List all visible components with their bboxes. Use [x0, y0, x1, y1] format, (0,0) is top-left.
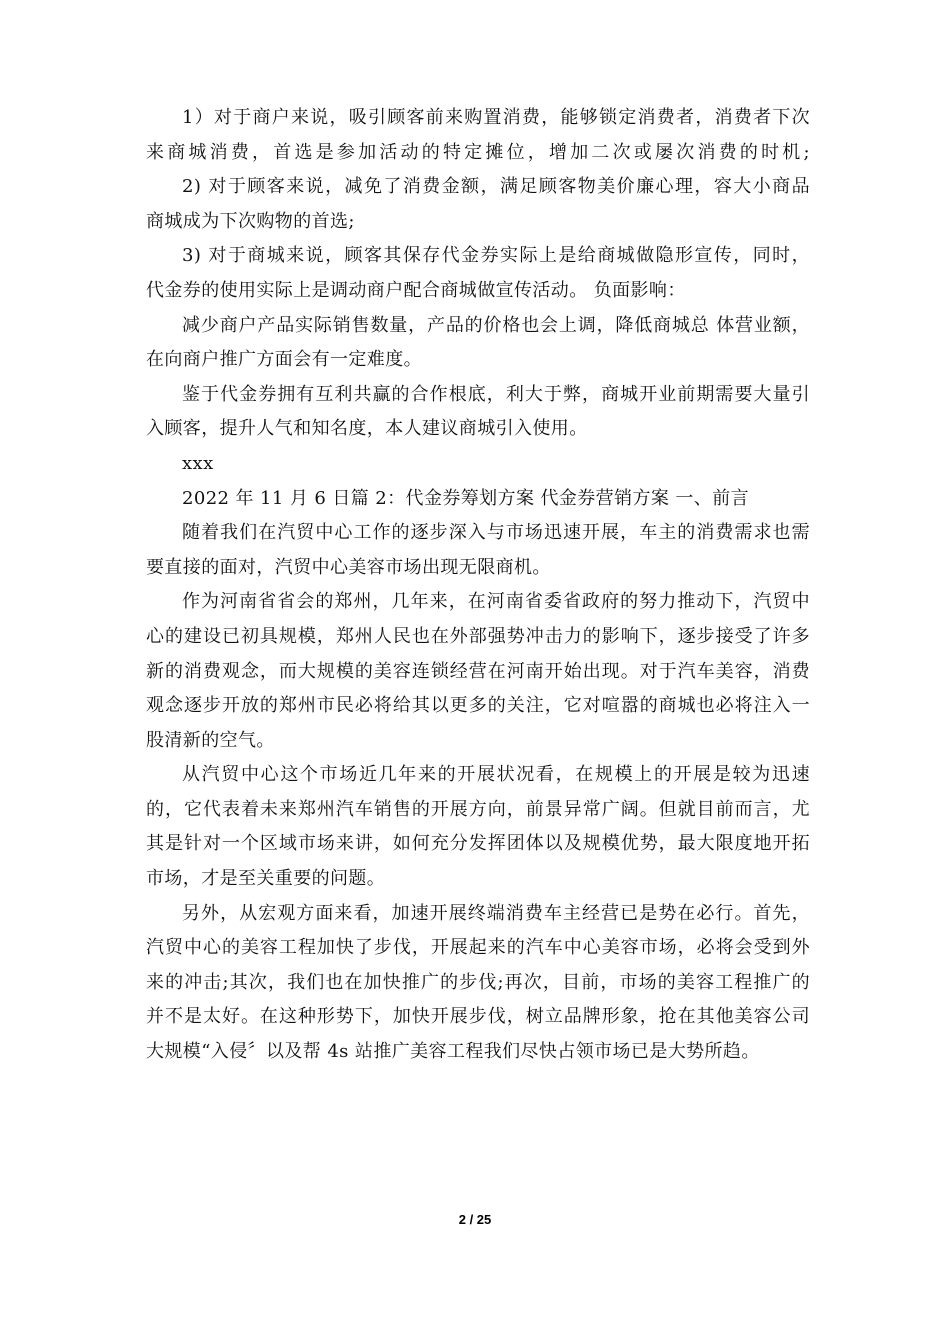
text-line: 另外，从宏观方面来看，加速开展终端消费车主经营已是势在必行。首先，	[182, 902, 810, 924]
text-line: 代金券的使用实际上是调动商户配合商城做宣传活动。 负面影响：	[146, 279, 686, 301]
text-line: 入顾客，提升人气和知名度，本人建议商城引入使用。	[146, 418, 588, 440]
text-line: 1）对于商户来说，吸引顾客前来购置消费，能够锁定消费者，消费者下次	[182, 107, 810, 128]
text-line: 鉴于代金券拥有互利共赢的合作根底，利大于弊，商城开业前期需要大量引	[182, 383, 810, 405]
text-line: 的，它代表着未来郑州汽车销售的开展方向，前景异常广阔。但就目前而言，尤	[146, 798, 810, 820]
text-line: 其是针对一个区域市场来讲，如何充分发挥团体以及规模优势，最大限度地开拓	[146, 833, 810, 855]
text-line: 汽贸中心的美容工程加快了步伐，开展起来的汽车中心美容市场，必将会受到外	[146, 937, 810, 959]
text-line: 要直接的面对，汽贸中心美容市场出现无限商机。	[146, 556, 551, 578]
text-line: 3) 对于商城来说，顾客其保存代金券实际上是给商城做隐形宣传，同时，	[182, 245, 810, 267]
text-line: 来的冲击;其次，我们也在加快推广的步伐;再次，目前，市场的美容工程推广的	[146, 971, 810, 993]
document-body	[146, 101, 810, 1070]
text-line: 减少商户产品实际销售数量，产品的价格也会上调，降低商城总 体营业额，	[182, 314, 810, 336]
text-line: 作为河南省省会的郑州，几年来，在河南省委省政府的努力推动下，汽贸中	[182, 591, 810, 613]
text-line: 2) 对于顾客来说，减免了消费金额，满足顾客物美价廉心理，容大小商品	[182, 176, 810, 198]
text-line: 随着我们在汽贸中心工作的逐步深入与市场迅速开展，车主的消费需求也需	[182, 522, 810, 544]
text-line: 心的建设已初具规模，郑州人民也在外部强势冲击力的影响下，逐步接受了许多	[146, 625, 810, 647]
section-heading: 2022 年 11 月 6 日篇 2：代金券筹划方案 代金券营销方案 一、前言	[182, 487, 749, 509]
text-line: 市场，才是至关重要的问题。	[146, 868, 386, 890]
text-line: 在向商户推广方面会有一定难度。	[146, 349, 422, 371]
text-line: 大规模“入侵〞以及帮 4s 站推广美容工程我们尽快占领市场已是大势所趋。	[146, 1041, 760, 1063]
page-number: 2 / 25	[458, 1212, 492, 1227]
text-line: 商城成为下次购物的首选;	[146, 210, 355, 232]
text-line: 来商城消费，首选是参加活动的特定摊位，增加二次或屡次消费的时机;	[146, 141, 810, 163]
text-line: 观念逐步开放的郑州市民必将给其以更多的关注，它对喧嚣的商城也必将注入一	[146, 695, 810, 717]
text-line: 新的消费观念，而大规模的美容连锁经营在河南开始出现。对于汽车美容，消费	[146, 660, 810, 682]
signature-name: xxx	[182, 452, 214, 474]
text-line: 股清新的空气。	[146, 729, 275, 751]
text-line: 从汽贸中心这个市场近几年来的开展状况看，在规模上的开展是较为迅速	[182, 764, 810, 786]
text-line: 并不是太好。在这种形势下，加快开展步伐，树立品牌形象，抢在其他美容公司	[146, 1006, 810, 1028]
